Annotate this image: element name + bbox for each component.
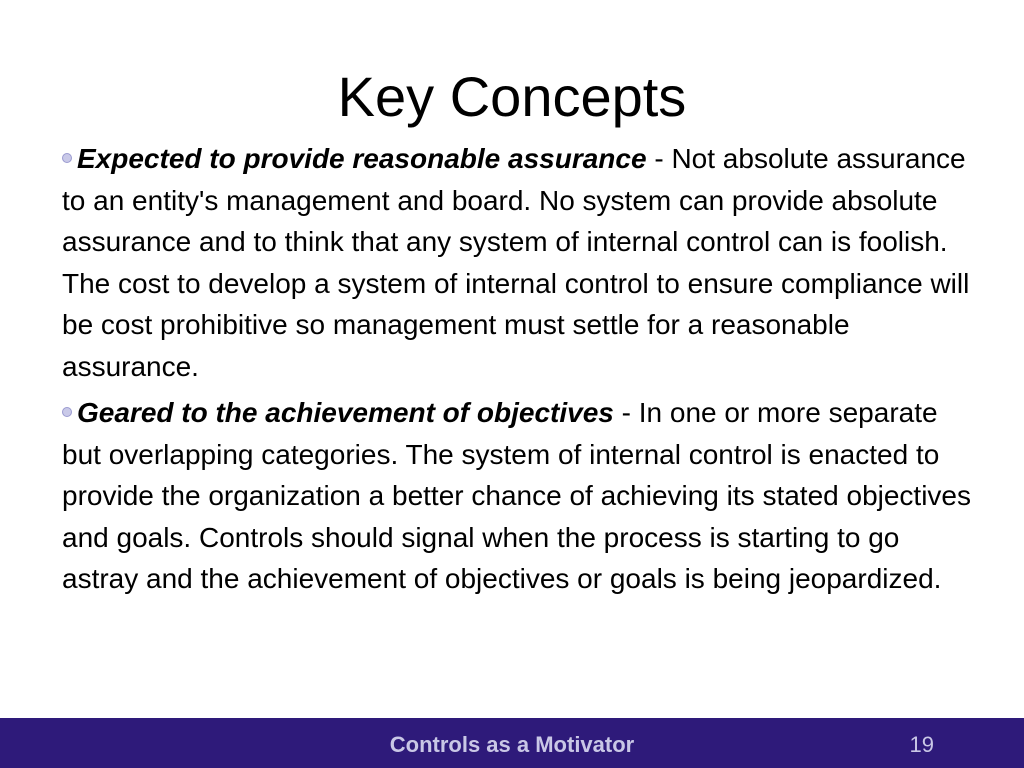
bullet-text: In one or more separate but overlapping categories. The system of internal control is enacted to provide the organization a better chance of achieving its stated objectives and goals. Controls should signal when the process is starting to go astray and the achievement of objectives or goals is being jeopardized. <box>62 397 972 594</box>
footer-title: Controls as a Motivator <box>389 732 635 757</box>
bullet-text: Not absolute assurance to an entity's management and board. No system can provide absolute assurance and to think that any system of internal control can is foolish. The cost to develop a system of internal control to ensure compliance will be cost prohibitive so management must settle for a reasonable assurance. <box>62 143 970 382</box>
slide-title: Key Concepts <box>337 65 687 128</box>
bullet-item <box>62 392 982 600</box>
bullet-icon <box>62 153 72 163</box>
page-number: 19 <box>909 732 934 757</box>
bullet-term: Expected to provide reasonable assurance <box>77 143 647 174</box>
slide-body <box>62 138 982 605</box>
footer-bar <box>0 718 1024 768</box>
bullet-separator: - <box>646 143 672 174</box>
bullet-term: Geared to the achievement of objectives <box>77 397 614 428</box>
bullet-separator: - <box>613 397 639 428</box>
bullet-icon <box>62 407 72 417</box>
bullet-item <box>62 138 982 387</box>
